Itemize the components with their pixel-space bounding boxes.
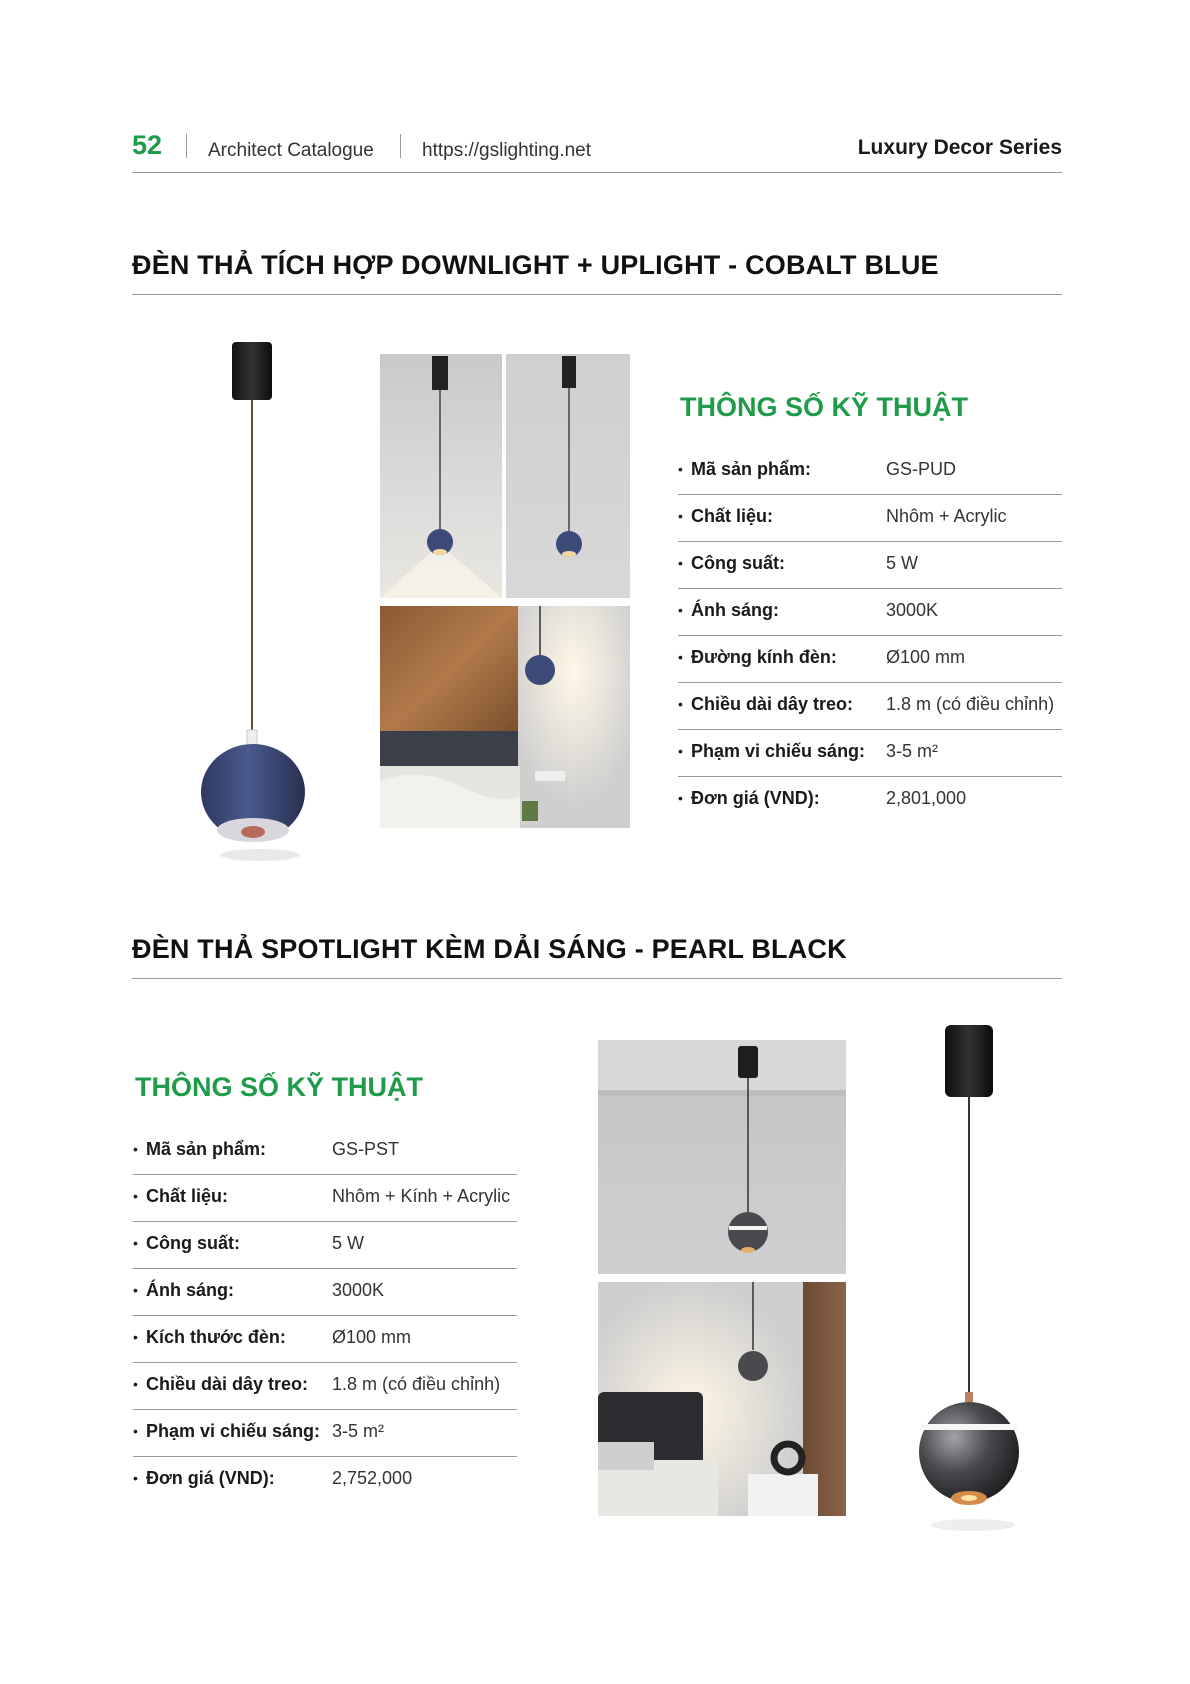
- spec-row: • Đường kính đèn: Ø100 mm: [678, 636, 1062, 683]
- spec-row: • Mã sản phẩm: GS-PUD: [678, 448, 1062, 495]
- spec-value: Nhôm + Acrylic: [886, 506, 1007, 526]
- spec-row: • Đơn giá (VND): 2,752,000: [133, 1468, 413, 1488]
- spec-row: • Đơn giá (VND): 2,801,000: [678, 788, 967, 808]
- page-header: [132, 128, 1062, 173]
- product-title: ĐÈN THẢ SPOTLIGHT KÈM DẢI SÁNG - PEARL BLACK: [132, 934, 847, 964]
- spec-value: 3-5 m²: [332, 1421, 385, 1441]
- spec-value: Ø100 mm: [886, 647, 966, 667]
- catalogue-name: Architect Catalogue: [208, 140, 374, 161]
- spec-value: 1.8 m (có điều chỉnh): [886, 694, 1055, 714]
- spec-row: • Kích thước đèn: Ø100 mm: [133, 1316, 517, 1363]
- spec-label: Chiều dài dây treo:: [691, 694, 854, 714]
- spec-label: Ánh sáng:: [146, 1280, 234, 1300]
- spec-label: Đường kính đèn:: [691, 647, 837, 667]
- bedroom-photo: [598, 1282, 846, 1516]
- spec-value: 3000K: [886, 600, 939, 620]
- spec-row: • Công suất: 5 W: [133, 1222, 517, 1269]
- bedroom-photo: [380, 606, 630, 828]
- spec-heading: THÔNG SỐ KỸ THUẬT: [680, 392, 968, 422]
- spec-value: Nhôm + Kính + Acrylic: [332, 1186, 511, 1206]
- spec-label: Công suất:: [146, 1233, 240, 1253]
- spec-label: Mã sản phẩm:: [146, 1139, 267, 1159]
- pearl-black-pendant-image: [915, 1020, 1055, 1540]
- spec-label: Kích thước đèn:: [146, 1327, 286, 1347]
- cobalt-blue-pendant-image: [190, 330, 330, 870]
- spec-table: [133, 1128, 517, 1503]
- spec-label: Ánh sáng:: [691, 600, 779, 620]
- spec-label: Mã sản phẩm:: [691, 459, 812, 479]
- spec-row: • Ánh sáng: 3000K: [678, 589, 1062, 636]
- spec-label: Đơn giá (VND):: [146, 1468, 275, 1488]
- spec-value: 3000K: [332, 1280, 385, 1300]
- section-divider: [132, 294, 1062, 295]
- spec-row: • Chất liệu: Nhôm + Kính + Acrylic: [133, 1175, 517, 1222]
- spec-value: 2,752,000: [332, 1468, 413, 1488]
- spec-label: Chất liệu:: [146, 1186, 229, 1206]
- spec-row: • Mã sản phẩm: GS-PST: [133, 1128, 517, 1175]
- header-divider: [400, 134, 401, 158]
- spec-row: • Chiều dài dây treo: 1.8 m (có điều chỉnh): [678, 683, 1062, 730]
- spec-label: Phạm vi chiếu sáng:: [691, 741, 866, 761]
- spec-row: • Công suất: 5 W: [678, 542, 1062, 589]
- spec-row: • Ánh sáng: 3000K: [133, 1269, 517, 1316]
- website-link[interactable]: https://gslighting.net: [422, 140, 591, 161]
- spec-value: 1.8 m (có điều chỉnh): [332, 1374, 501, 1394]
- spec-row: • Chất liệu: Nhôm + Acrylic: [678, 495, 1062, 542]
- spec-row: • Chiều dài dây treo: 1.8 m (có điều chỉnh): [133, 1363, 517, 1410]
- spec-label: Chất liệu:: [691, 506, 774, 526]
- spec-table: [678, 448, 1062, 823]
- spec-row: • Phạm vi chiếu sáng: 3-5 m²: [133, 1410, 517, 1457]
- spec-value: 5 W: [886, 553, 919, 573]
- spec-label: Phạm vi chiếu sáng:: [146, 1421, 321, 1441]
- spec-value: 2,801,000: [886, 788, 967, 808]
- lifestyle-photo: [380, 354, 502, 598]
- spec-label: Đơn giá (VND):: [691, 788, 820, 808]
- product-title: ĐÈN THẢ TÍCH HỢP DOWNLIGHT + UPLIGHT - COBALT BLUE: [132, 250, 939, 280]
- spec-value: 5 W: [332, 1233, 365, 1253]
- spec-value: 3-5 m²: [886, 741, 939, 761]
- spec-value: GS-PST: [332, 1139, 400, 1159]
- spec-label: Công suất:: [691, 553, 785, 573]
- spec-value: Ø100 mm: [332, 1327, 412, 1347]
- page-number: 52: [132, 130, 163, 160]
- lifestyle-photo: [598, 1040, 846, 1274]
- header-divider: [186, 134, 187, 158]
- spec-label: Chiều dài dây treo:: [146, 1374, 309, 1394]
- section-divider: [132, 978, 1062, 979]
- spec-heading: THÔNG SỐ KỸ THUẬT: [135, 1072, 423, 1102]
- lifestyle-photo: [506, 354, 630, 598]
- spec-row: • Phạm vi chiếu sáng: 3-5 m²: [678, 730, 1062, 777]
- series-name: Luxury Decor Series: [857, 136, 1062, 159]
- spec-value: GS-PUD: [886, 459, 957, 479]
